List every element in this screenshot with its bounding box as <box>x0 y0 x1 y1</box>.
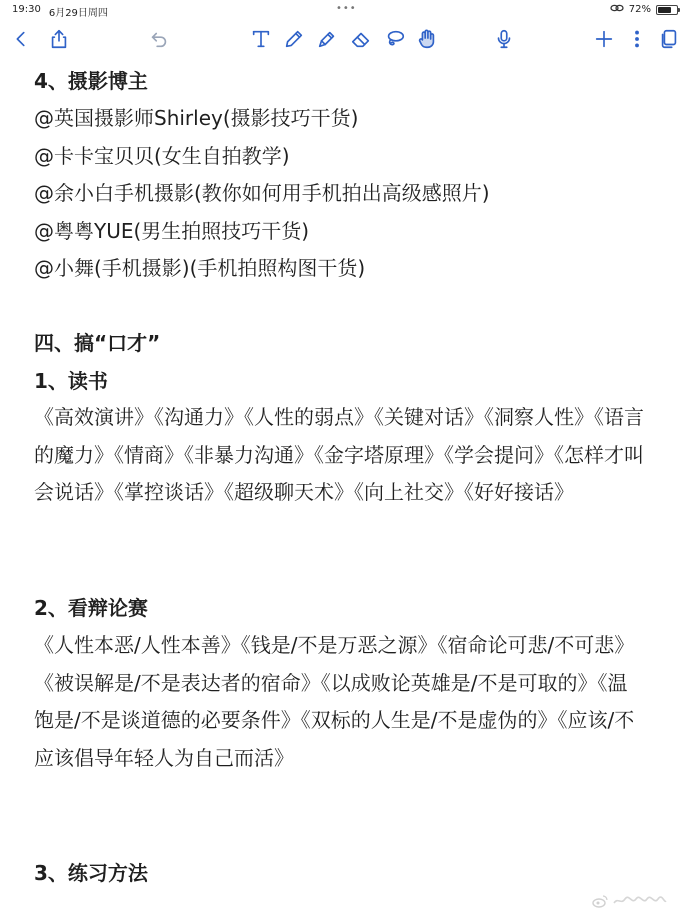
pages-icon[interactable] <box>656 26 682 52</box>
lasso-icon[interactable] <box>382 26 408 52</box>
back-chevron-icon[interactable] <box>8 26 34 52</box>
heading-section-four: 四、搞“口才” <box>34 331 161 355</box>
share-icon[interactable] <box>46 26 72 52</box>
multitask-dots[interactable]: ••• <box>336 3 357 14</box>
status-bar <box>0 0 690 20</box>
more-icon[interactable] <box>624 26 650 52</box>
heading-practice: 3、练习方法 <box>34 861 148 885</box>
photo-blogger-item: @小舞(手机摄影)(手机拍照构图干货) <box>34 256 366 280</box>
photo-blogger-item: @卡卡宝贝贝(女生自拍教学) <box>34 144 290 168</box>
photo-blogger-item: @余小白手机摄影(教你如何用手机拍出高级感照片) <box>34 181 490 205</box>
battery-fill <box>658 7 671 13</box>
eraser-icon[interactable] <box>348 26 374 52</box>
status-date: 6月29日周四 <box>48 8 108 19</box>
photo-blogger-item: @粤粤YUE(男生拍照技巧干货) <box>34 219 310 243</box>
watermark-scribble <box>612 895 668 907</box>
link-icon <box>610 3 624 16</box>
highlighter-icon[interactable] <box>314 26 340 52</box>
microphone-icon[interactable] <box>491 26 517 52</box>
status-time: 19:30 <box>12 4 41 15</box>
photo-blogger-item: @英国摄影师Shirley(摄影技巧干货) <box>34 106 359 130</box>
toolbar <box>0 20 690 58</box>
heading-reading: 1、读书 <box>34 369 108 393</box>
heading-debate: 2、看辩论赛 <box>34 596 148 620</box>
weibo-logo-icon <box>592 894 608 908</box>
battery-percent: 72% <box>628 4 651 15</box>
battery-icon <box>656 5 678 15</box>
undo-icon[interactable] <box>146 26 172 52</box>
status-left <box>12 4 108 19</box>
heading-photo-bloggers: 4、摄影博主 <box>34 69 148 93</box>
watermark-logo <box>592 894 668 908</box>
debate-list: 《人性本恶/人性本善》《钱是/不是万恶之源》《宿命论可悲/不可悲》《被误解是/不是表达者的宿命》《以成败论英雄是/不是可取的》《温饱是/不是谈道德的必要条件》《双标的人生是/不是虚伪的》《应该/不应该倡导年轻人为自己而活》 <box>34 633 635 770</box>
add-icon[interactable] <box>591 26 617 52</box>
status-right <box>610 3 678 16</box>
text-tool-icon[interactable] <box>248 26 274 52</box>
pen-icon[interactable] <box>281 26 307 52</box>
reading-list: 《高效演讲》《沟通力》《人性的弱点》《关键对话》《洞察人性》《语言的魔力》《情商》《非暴力沟通》《金字塔原理》《学会提问》《怎样才叫会说话》《掌控谈话》《超级聊天术》《向上社交》《好好接话》 <box>34 405 644 504</box>
hand-tool-icon[interactable] <box>414 26 440 52</box>
